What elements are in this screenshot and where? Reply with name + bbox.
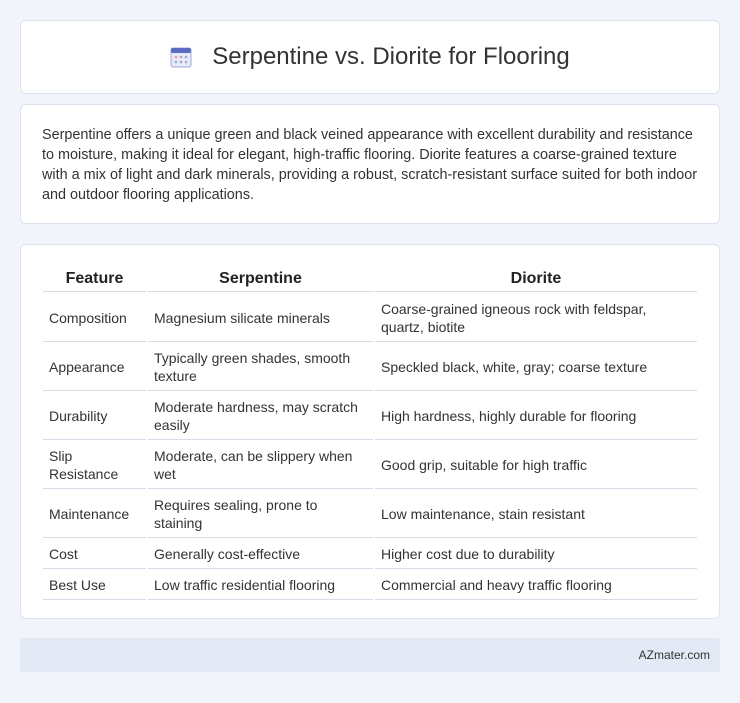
table-row	[43, 344, 697, 391]
column-header-diorite: Diorite	[375, 267, 697, 292]
feature-cell: Maintenance	[43, 491, 146, 538]
serpentine-cell: Requires sealing, prone to staining	[148, 491, 373, 538]
column-header-serpentine: Serpentine	[148, 267, 373, 292]
page-title: Serpentine vs. Diorite for Flooring	[212, 43, 570, 70]
calendar-icon	[170, 46, 192, 68]
diorite-cell: Good grip, suitable for high traffic	[375, 442, 697, 489]
serpentine-cell: Moderate hardness, may scratch easily	[148, 393, 373, 440]
feature-cell: Composition	[43, 294, 146, 342]
serpentine-cell: Typically green shades, smooth texture	[148, 344, 373, 391]
table-row	[43, 571, 697, 600]
diorite-cell: High hardness, highly durable for flooring	[375, 393, 697, 440]
footer-bar	[20, 638, 720, 672]
feature-cell: Cost	[43, 540, 146, 569]
comparison-table	[41, 265, 699, 602]
table-row	[43, 442, 697, 489]
intro-card	[20, 104, 720, 224]
column-header-feature: Feature	[43, 267, 146, 292]
feature-cell: Durability	[43, 393, 146, 440]
table-header-row	[43, 267, 697, 292]
table-row	[43, 393, 697, 440]
diorite-cell: Low maintenance, stain resistant	[375, 491, 697, 538]
serpentine-cell: Magnesium silicate minerals	[148, 294, 373, 342]
header-card	[20, 20, 720, 94]
serpentine-cell: Low traffic residential flooring	[148, 571, 373, 600]
intro-text: Serpentine offers a unique green and black veined appearance with excellent durability and resistance to moisture, making it ideal for elegant, high-traffic flooring. Diorite features a coarse-grained texture with a mix of light and dark minerals, providing a robust, scratch-resistant surface suited for both indoor and outdoor flooring applications.	[42, 127, 698, 203]
diorite-cell: Commercial and heavy traffic flooring	[375, 571, 697, 600]
diorite-cell: Coarse-grained igneous rock with feldspar, quartz, biotite	[375, 294, 697, 342]
diorite-cell: Speckled black, white, gray; coarse texture	[375, 344, 697, 391]
table-row	[43, 491, 697, 538]
feature-cell: Best Use	[43, 571, 146, 600]
comparison-card	[20, 244, 720, 619]
footer-brand: AZmater.com	[638, 648, 710, 662]
serpentine-cell: Moderate, can be slippery when wet	[148, 442, 373, 489]
table-row	[43, 294, 697, 342]
table-row	[43, 540, 697, 569]
feature-cell: Appearance	[43, 344, 146, 391]
feature-cell: Slip Resistance	[43, 442, 146, 489]
diorite-cell: Higher cost due to durability	[375, 540, 697, 569]
serpentine-cell: Generally cost-effective	[148, 540, 373, 569]
